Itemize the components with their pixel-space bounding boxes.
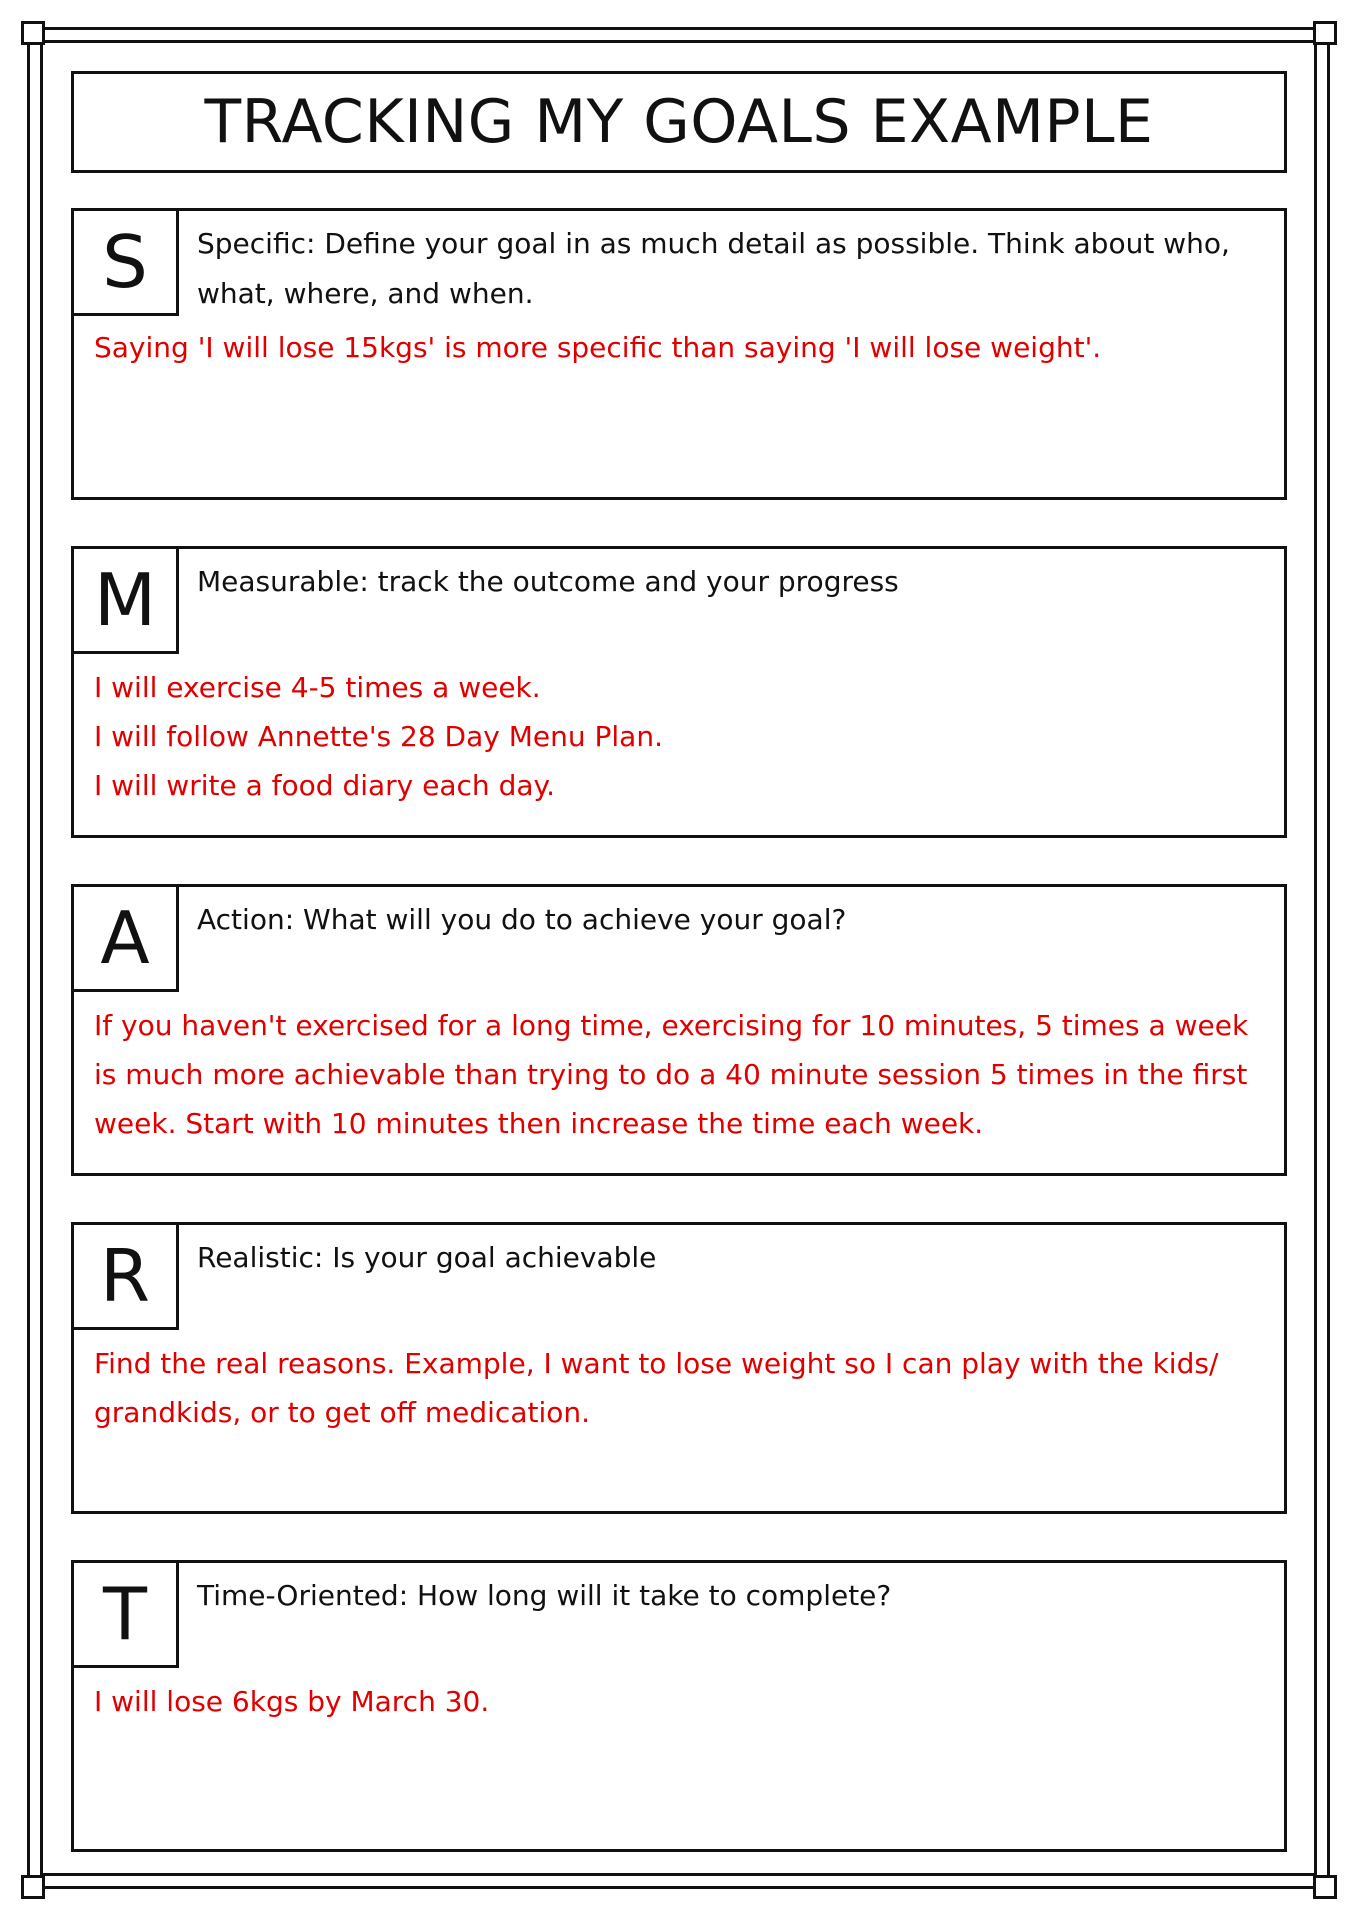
- section-prompt: Realistic: Is your goal achievable: [197, 1241, 657, 1274]
- example-line: I will write a food diary each day.: [94, 769, 555, 802]
- section-letter: S: [102, 220, 148, 304]
- section-letter: M: [93, 558, 157, 642]
- section-example: [94, 1339, 1274, 1437]
- example-line: Saying 'I will lose 15kgs' is more specific than saying 'I will lose weight'.: [94, 331, 1102, 364]
- section-time-oriented: [71, 1560, 1287, 1852]
- section-action: [71, 884, 1287, 1176]
- example-line: I will exercise 4-5 times a week.: [94, 671, 541, 704]
- section-example: [94, 1677, 1274, 1726]
- section-example: [94, 663, 1274, 810]
- section-prompt: Time-Oriented: How long will it take to complete?: [197, 1579, 892, 1612]
- section-example: [94, 323, 1274, 372]
- section-prompt: Specific: Define your goal in as much detail as possible. Think about who, what, where, and when.: [197, 227, 1230, 310]
- letter-box: [71, 208, 179, 316]
- section-letter: T: [103, 1572, 147, 1656]
- page-title: TRACKING MY GOALS EXAMPLE: [204, 87, 1154, 157]
- section-realistic: [71, 1222, 1287, 1514]
- example-line: I will lose 6kgs by March 30.: [94, 1685, 490, 1718]
- section-prompt: Measurable: track the outcome and your progress: [197, 565, 899, 598]
- example-line: If you haven't exercised for a long time, exercising for 10 minutes, 5 times a week is much more achievable than trying to do a 40 minute session 5 times in the first week. Start with 10 minutes then increase the time each week.: [94, 1009, 1249, 1140]
- frame-corner-bottom-left: [21, 1875, 45, 1899]
- section-letter: R: [99, 1234, 151, 1318]
- frame-corner-top-left: [21, 21, 45, 45]
- frame-corner-bottom-right: [1313, 1875, 1337, 1899]
- section-prompt: Action: What will you do to achieve your goal?: [197, 903, 847, 936]
- title-box: [71, 71, 1287, 173]
- letter-box: [71, 884, 179, 992]
- example-line: I will follow Annette's 28 Day Menu Plan.: [94, 720, 663, 753]
- section-example: [94, 1001, 1274, 1148]
- letter-box: [71, 1560, 179, 1668]
- section-specific: [71, 208, 1287, 500]
- letter-box: [71, 1222, 179, 1330]
- section-measurable: [71, 546, 1287, 838]
- example-line: Find the real reasons. Example, I want to lose weight so I can play with the kids/ grandkids, or to get off medication.: [94, 1347, 1219, 1429]
- letter-box: [71, 546, 179, 654]
- frame-corner-top-right: [1313, 21, 1337, 45]
- section-letter: A: [100, 896, 150, 980]
